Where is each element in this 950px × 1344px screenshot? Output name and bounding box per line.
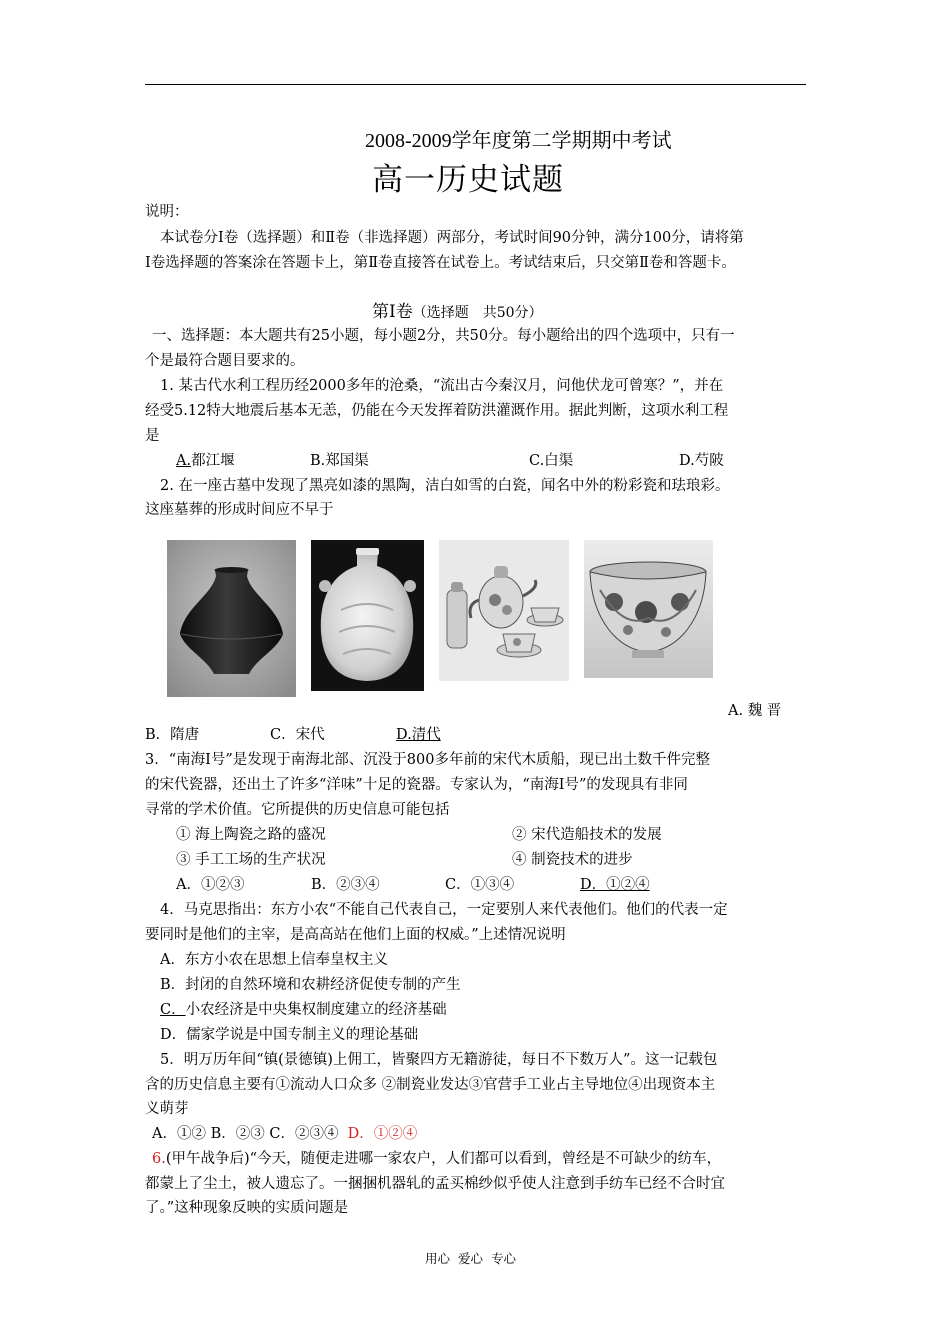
q3-stem: 3．“南海Ⅰ号”是发现于南海北部、沉没于800多年前的宋代木质船，现已出土数千件完整 [145,752,710,768]
q3-item: ② 宋代造船技术的发展 [512,827,662,843]
q2-option-d: D.清代 [396,727,441,743]
q3-item: ④ 制瓷技术的进步 [512,852,633,868]
q3-item: ① 海上陶瓷之路的盛况 [176,827,326,843]
q3-option-a: A．①②③ [176,877,245,893]
q1-stem: 经受5.12特大地震后基本无恙，仍能在今天发挥着防洪灌溉作用。据此判断，这项水利工程 [145,403,729,419]
q2-stem: 2. 在一座古墓中发现了黑亮如漆的黑陶，洁白如雪的白瓷，闻名中外的粉彩瓷和珐琅彩。 [160,478,730,494]
q1-option-b: B.郑国渠 [310,453,369,469]
q4-option-a: A．东方小农在思想上信奉皇权主义 [160,952,388,968]
q3-option-b: B．②③④ [311,877,380,893]
q3-option-c: C．①③④ [445,877,515,893]
section-title-main: 第Ⅰ卷 [372,302,413,322]
q4-answer-letter: C． [160,1002,186,1018]
instructions-label: 说明： [145,204,189,220]
q4-option-c-text: 小农经济是中央集权制度建立的经济基础 [185,1002,447,1018]
q3-item: ③ 手工工场的生产状况 [176,852,326,868]
q4-option-d: D．儒家学说是中国专制主义的理论基础 [160,1027,419,1043]
q6-stem-text: (甲午战争后)“今天，随便走进哪一家农户，人们都可以看到，曾经是不可缺少的纺车， [165,1151,722,1167]
q1-option-d: D.芍陂 [679,453,724,469]
q3-stem: 的宋代瓷器，还出土了许多“洋味”十足的瓷器。专家认为，“南海Ⅰ号”的发现具有非同 [145,777,688,793]
q4-stem: 4．马克思指出：东方小农“不能自己代表自己，一定要别人来代表他们。他们的代表一定 [160,902,728,918]
q5-options-abc: A．①② B．②③ C．②③④ [152,1126,339,1142]
q1-option-a-text: 都江堰 [191,453,235,469]
q2-stem: 这座墓葬的形成时间应不早于 [145,502,334,518]
q4-option-c [160,1000,447,1020]
instructions-line: 本试卷分Ⅰ卷（选择题）和Ⅱ卷（非选择题）两部分，考试时间90分钟，满分100分，请将第 [160,230,744,246]
q2-option-a: A. 魏 晋 [728,703,782,719]
q5-answer-d: D．①②④ [347,1126,418,1142]
section-intro: 一、选择题：本大题共有25小题，每小题2分，共50分。每小题给出的四个选项中，只有一 [152,328,735,344]
q1-answer-letter: A. [176,453,192,469]
page-footer: 用心 爱心 专心 [425,1251,516,1266]
famille-rose-teaset-image [439,540,569,681]
section-title-sub: （选择题 共50分） [412,305,543,321]
q3-option-d: D．①②④ [580,877,650,893]
section-title [372,297,543,322]
q2-option-c: C．宋代 [270,727,325,743]
q1-stem: 1. 某古代水利工程历经2000多年的沧桑，“流出古今秦汉月，问他伏龙可曾寒？”，并在 [160,378,724,394]
q5-stem: 义萌芽 [145,1101,189,1117]
q1-option-a [176,451,235,471]
section-intro: 个是最符合题目要求的。 [145,353,305,369]
q5-options [152,1124,417,1144]
q6-stem: 了。”这种现象反映的实质问题是 [145,1200,349,1216]
black-pottery-image [167,540,296,697]
q5-stem: 含的历史信息主要有①流动人口众多 ②制瓷业发达③官营手工业占主导地位④出现资本主 [145,1077,716,1093]
top-rule [145,84,806,85]
exam-title: 2008-2009学年度第二学期期中考试 [365,130,672,152]
white-porcelain-image [311,540,424,691]
q4-option-b: B．封闭的自然环境和农耕经济促使专制的产生 [160,977,461,993]
q5-stem: 5．明万历年间“镇(景德镇)上佣工，皆聚四方无籍游徒，每日不下数万人”。这一记载包 [160,1052,718,1068]
enamel-bowl-image [584,540,713,678]
q3-stem: 寻常的学术价值。它所提供的历史信息可能包括 [145,802,450,818]
q6-stem [152,1149,721,1169]
q2-option-b: B．隋唐 [145,727,200,743]
q4-stem: 要同时是他们的主宰，是高高站在他们上面的权威。”上述情况说明 [145,927,566,943]
instructions-line: Ⅰ卷选择题的答案涂在答题卡上，第Ⅱ卷直接答在试卷上。考试结束后，只交第Ⅱ卷和答题卡。 [145,255,736,271]
q6-stem: 都蒙上了尘土，被人遗忘了。一捆捆机器轧的孟买棉纱似乎使人注意到手纺车已经不合时宜 [145,1176,725,1192]
q6-number: 6. [152,1151,166,1167]
q1-option-c: C.白渠 [529,453,574,469]
q1-stem: 是 [145,428,160,444]
subject-title: 高一历史试题 [372,162,564,197]
